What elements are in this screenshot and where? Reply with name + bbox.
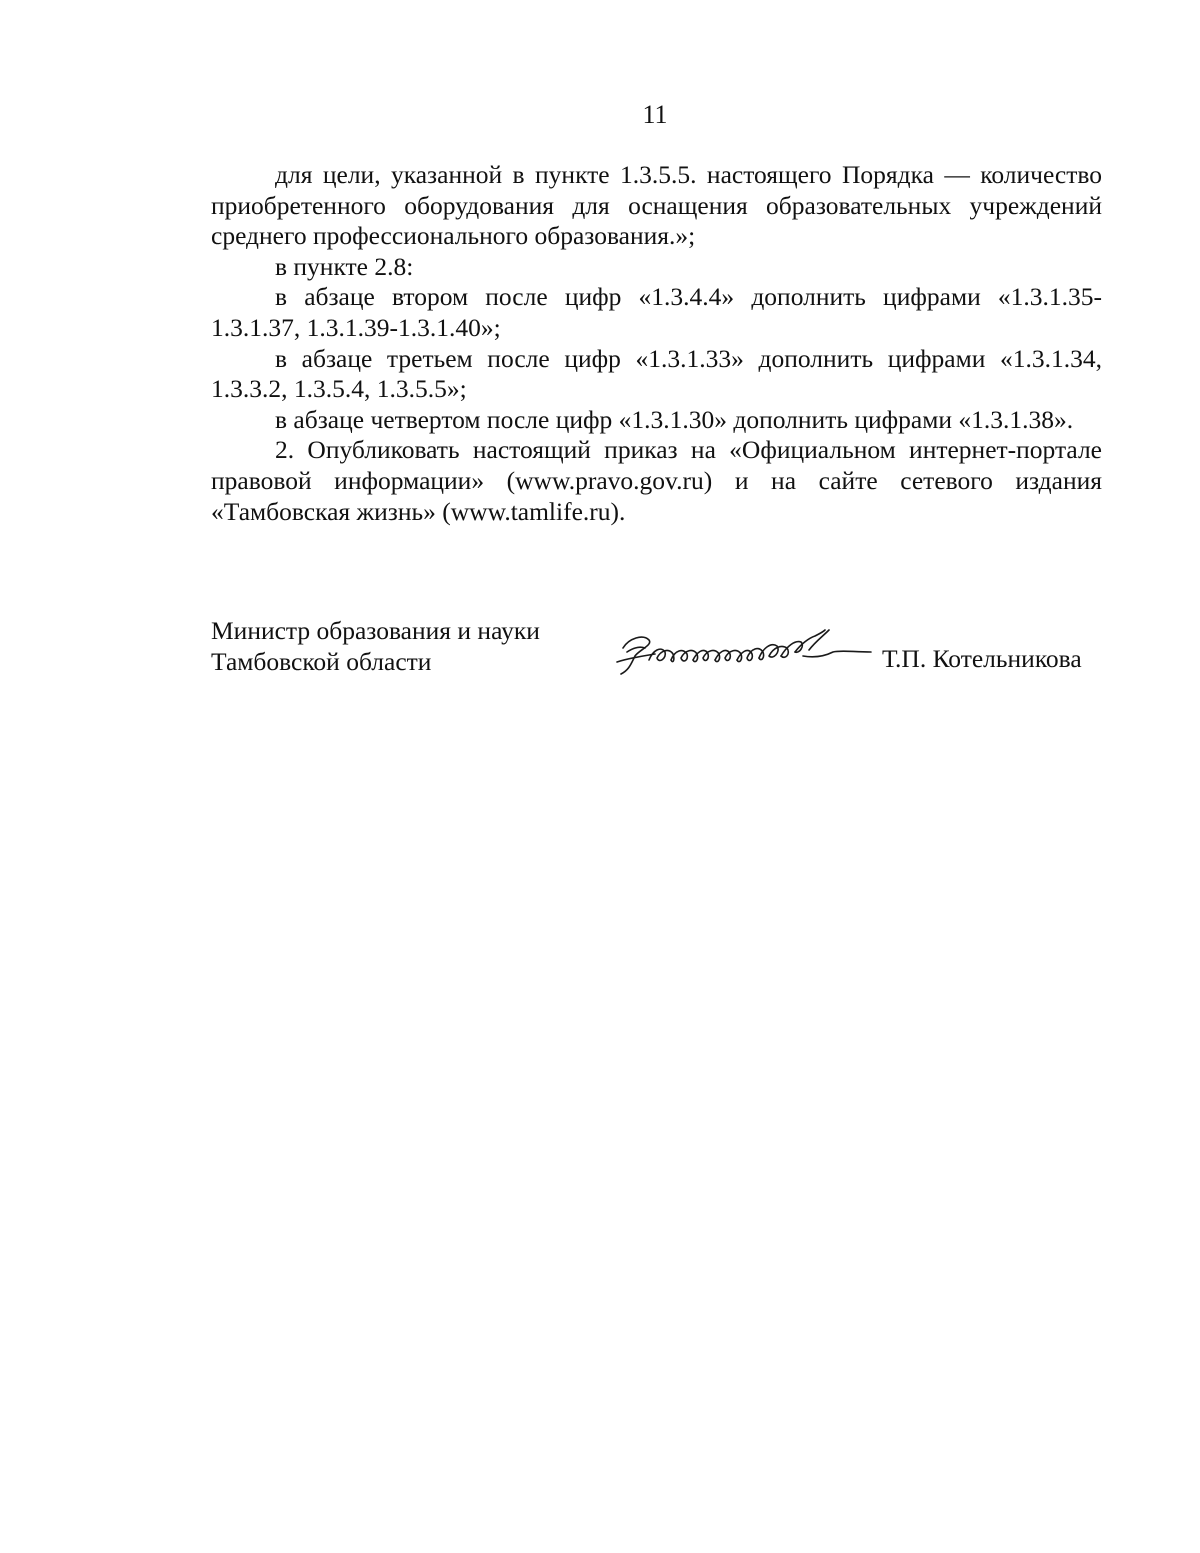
signer-position-line-2: Тамбовской области [211,646,432,676]
handwritten-signature [609,612,879,682]
paragraph-fourth-abzac: в абзаце четвертом после цифр «1.3.1.30» дополнить цифрами «1.3.1.38». [275,404,1074,434]
paragraph-publication: 2. Опубликовать настоящий приказ на «Официальном интернет-портале правовой информации» (www.pravo.gov.ru) и на сайте сетевого издания «Тамбовская жизнь» (www.tamlife.ru). [211,435,1102,526]
paragraph-second-abzac: в абзаце втором после цифр «1.3.4.4» дополнить цифрами «1.3.1.35- 1.3.1.37, 1.3.1.39-1.3.1.40»; [211,282,1102,342]
signer-position-line-1: Министр образования и науки [211,616,540,645]
paragraph-goal-indicator: для цели, указанной в пункте 1.3.5.5. настоящего Порядка — количество приобретенного оборудования для оснащения образовательных учреждений среднего профессионального образования.»; [211,160,1102,251]
page-number: 11 [642,100,668,129]
paragraph-point-2-8: в пункте 2.8: [275,251,414,281]
signer-position [211,616,540,677]
paragraph-third-abzac: в абзаце третьем после цифр «1.3.1.33» дополнить цифрами «1.3.1.34, 1.3.3.2, 1.3.5.4, 1.3.5.5»; [211,343,1102,404]
signature-block [211,616,1102,686]
signer-name: Т.П. Котельникова [882,644,1082,673]
document-body [211,160,1102,527]
